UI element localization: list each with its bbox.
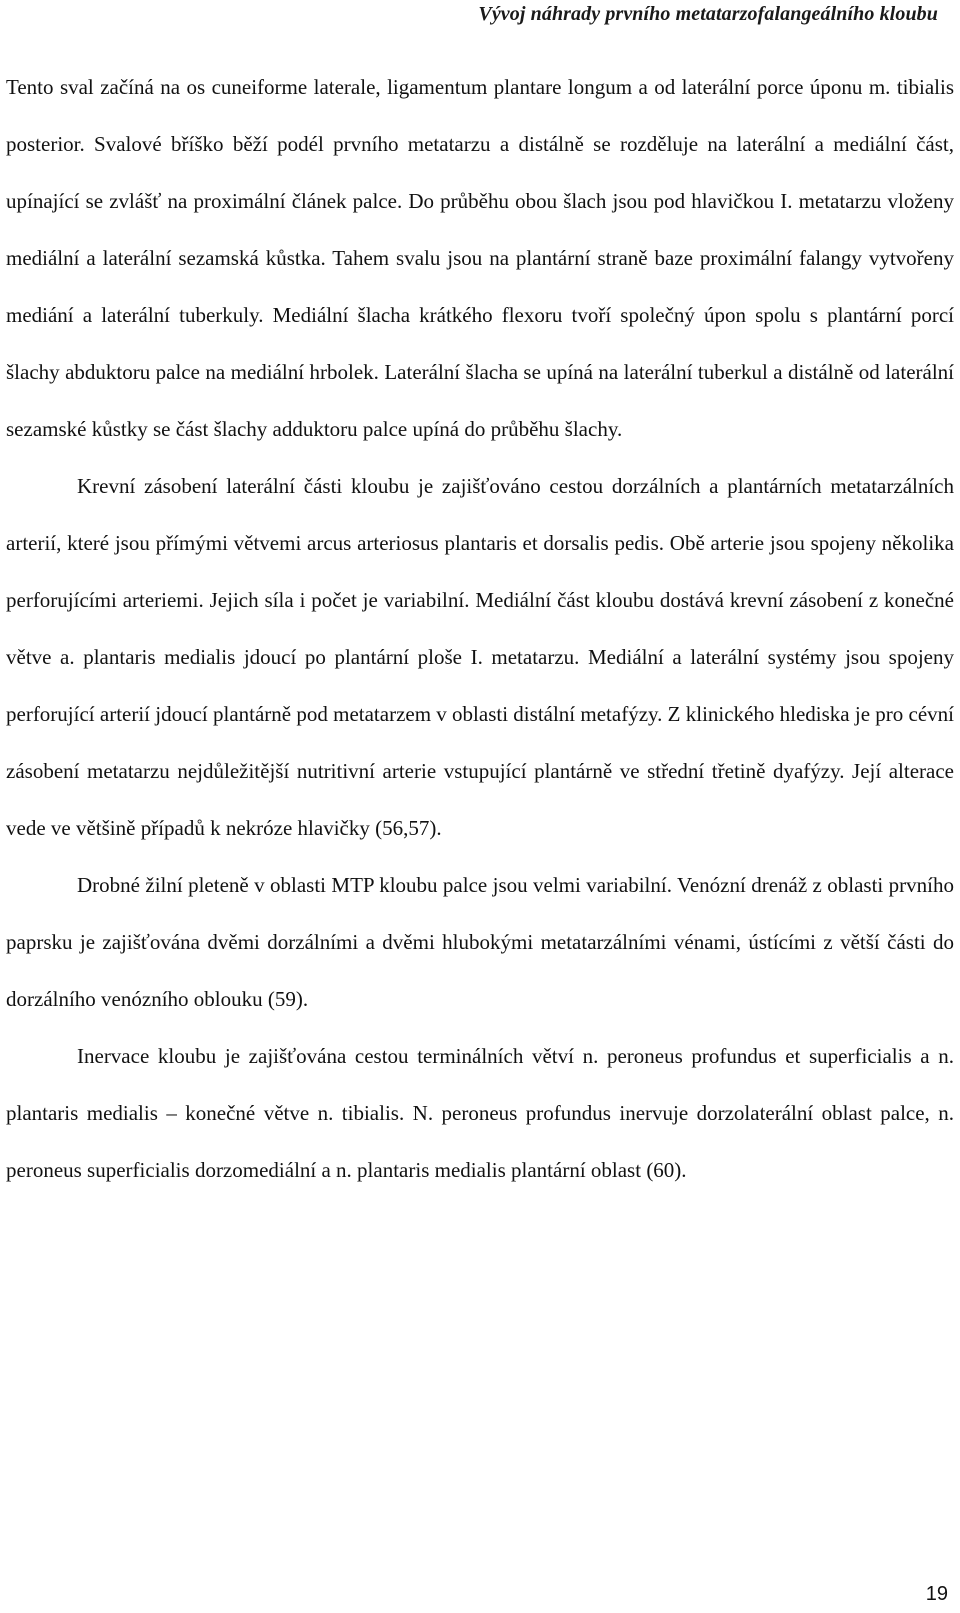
page-number: 19 xyxy=(925,1583,948,1605)
paragraph-flexor-brevis: Tento sval začíná na os cuneiforme laterale, ligamentum plantare longum a od laterální porce úponu m. tibialis posterior. Svalové bříško běží podél prvního metatarzu a distálně se rozděluje na laterální a mediální část, upínající se zvlášť na proximální článek palce. Do průběhu obou šlach jsou pod hlavičkou I. metatarzu vloženy mediální a laterální sezamská kůstka. Tahem svalu jsou na plantární straně baze proximální falangy vytvořeny mediání a laterální tuberkuly. Mediální šlacha krátkého flexoru tvoří společný úpon spolu s plantární porcí šlachy abduktoru palce na mediální hrbolek. Laterální šlacha se upíná na laterální tuberkul a distálně od laterální sezamské kůstky se část šlachy adduktoru palce upíná do průběhu šlachy. xyxy=(6,75,954,441)
paragraph-innervation: Inervace kloubu je zajišťována cestou terminálních větví n. peroneus profundus et superficialis a n. plantaris medialis – konečné větve n. tibialis. N. peroneus profundus inervuje dorzolaterální oblast palce, n. peroneus superficialis dorzomediální a n. plantaris medialis plantární oblast (60). xyxy=(6,1044,954,1182)
paragraph-blood-supply: Krevní zásobení laterální části kloubu je zajišťováno cestou dorzálních a plantárních metatarzálních arterií, které jsou přímými větvemi arcus arteriosus plantaris et dorsalis pedis. Obě arterie jsou spojeny několika perforujícími arteriemi. Jejich síla i počet je variabilní. Mediální část kloubu dostává krevní zásobení z konečné větve a. plantaris medialis jdoucí po plantární ploše I. metatarzu. Mediální a laterální systémy jsou spojeny perforující arterií jdoucí plantárně pod metatarzem v oblasti distální metafýzy. Z klinického hlediska je pro cévní zásobení metatarzu nejdůležitější nutritivní arterie vstupující plantárně ve střední třetině dyafýzy. Její alterace vede ve většině případů k nekróze hlavičky (56,57). xyxy=(6,474,954,840)
running-header: Vývoj náhrady prvního metatarzofalangeálního kloubu xyxy=(478,3,938,25)
document-body xyxy=(6,59,954,1199)
paragraph-venous-drainage: Drobné žilní pleteně v oblasti MTP kloubu palce jsou velmi variabilní. Venózní drenáž z oblasti prvního paprsku je zajišťována dvěmi dorzálními a dvěmi hlubokými metatarzálními vénami, ústícími z větší části do dorzálního venózního oblouku (59). xyxy=(6,873,954,1011)
